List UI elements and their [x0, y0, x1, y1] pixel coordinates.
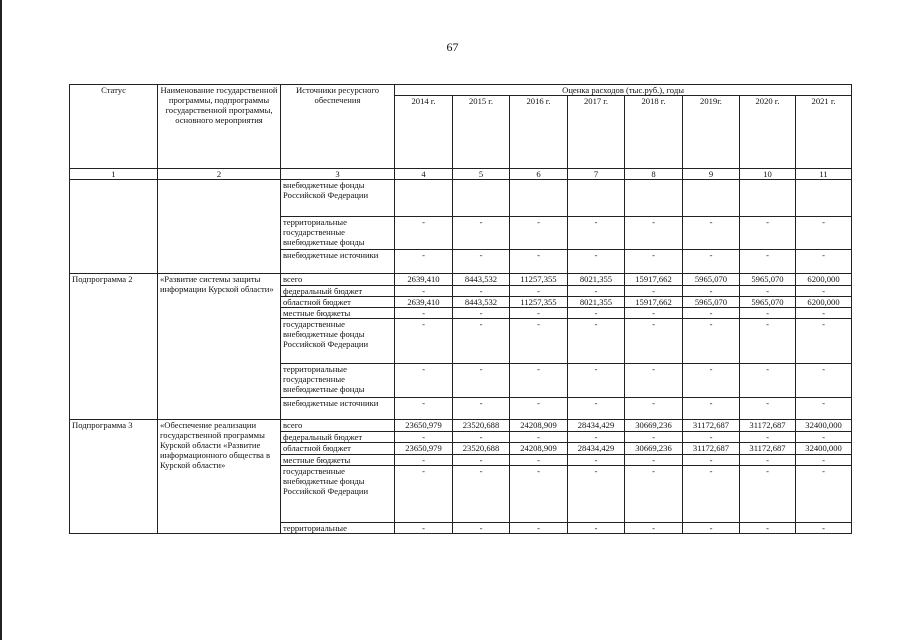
value-cell: -: [453, 523, 510, 534]
source-cell: местные бюджеты: [281, 308, 395, 319]
value-cell: -: [740, 466, 796, 523]
value-cell: -: [510, 286, 568, 297]
source-cell: местные бюджеты: [281, 455, 395, 466]
value-cell: -: [625, 455, 683, 466]
source-cell: государственные внебюджетные фонды Российской Федерации: [281, 319, 395, 364]
source-cell: территориальные государственные внебюджетные фонды: [281, 217, 395, 250]
value-cell: -: [395, 455, 453, 466]
value-cell: [683, 180, 740, 217]
value-cell: -: [453, 364, 510, 398]
value-cell: -: [510, 455, 568, 466]
value-cell: -: [568, 319, 625, 364]
col-num-5: 5: [453, 169, 510, 180]
value-cell: -: [453, 319, 510, 364]
name-cell: «Развитие системы защиты информации Курской области»: [158, 274, 281, 420]
value-cell: [568, 180, 625, 217]
value-cell: -: [510, 250, 568, 274]
value-cell: -: [625, 286, 683, 297]
value-cell: 8443,532: [453, 274, 510, 286]
value-cell: -: [625, 319, 683, 364]
value-cell: -: [740, 432, 796, 443]
value-cell: -: [683, 250, 740, 274]
value-cell: -: [740, 250, 796, 274]
value-cell: 15917,662: [625, 297, 683, 308]
value-cell: -: [683, 466, 740, 523]
value-cell: -: [683, 364, 740, 398]
value-cell: -: [453, 455, 510, 466]
value-cell: 30669,236: [625, 420, 683, 432]
source-cell: внебюджетные источники: [281, 398, 395, 420]
value-cell: -: [683, 308, 740, 319]
value-cell: -: [395, 398, 453, 420]
value-cell: -: [683, 432, 740, 443]
value-cell: -: [796, 455, 852, 466]
year-2017: 2017 г.: [568, 96, 625, 169]
page-number: 67: [446, 40, 459, 54]
value-cell: -: [625, 398, 683, 420]
value-cell: 31172,687: [683, 443, 740, 455]
value-cell: 15917,662: [625, 274, 683, 286]
value-cell: -: [453, 217, 510, 250]
status-cell: Подпрограмма 2: [70, 274, 158, 420]
value-cell: -: [625, 250, 683, 274]
value-cell: 8021,355: [568, 274, 625, 286]
value-cell: 5965,070: [683, 274, 740, 286]
year-2019: 2019г.: [683, 96, 740, 169]
value-cell: -: [568, 398, 625, 420]
value-cell: 28434,429: [568, 420, 625, 432]
value-cell: -: [453, 466, 510, 523]
value-cell: 5965,070: [683, 297, 740, 308]
col-num-10: 10: [740, 169, 796, 180]
value-cell: 28434,429: [568, 443, 625, 455]
source-cell: областной бюджет: [281, 297, 395, 308]
value-cell: -: [510, 364, 568, 398]
value-cell: -: [683, 286, 740, 297]
value-cell: 24208,909: [510, 443, 568, 455]
value-cell: 32400,000: [796, 420, 852, 432]
value-cell: 8443,532: [453, 297, 510, 308]
value-cell: [453, 180, 510, 217]
value-cell: -: [395, 217, 453, 250]
value-cell: -: [395, 523, 453, 534]
table-row: [70, 420, 852, 432]
value-cell: -: [453, 286, 510, 297]
value-cell: 24208,909: [510, 420, 568, 432]
value-cell: -: [568, 523, 625, 534]
value-cell: -: [395, 364, 453, 398]
value-cell: -: [683, 319, 740, 364]
page-edge-line: [0, 0, 2, 640]
value-cell: -: [740, 455, 796, 466]
value-cell: 30669,236: [625, 443, 683, 455]
col-num-7: 7: [568, 169, 625, 180]
value-cell: -: [510, 523, 568, 534]
source-cell: территориальные государственные внебюджетные фонды: [281, 364, 395, 398]
value-cell: -: [568, 455, 625, 466]
value-cell: -: [683, 523, 740, 534]
value-cell: 31172,687: [740, 420, 796, 432]
value-cell: -: [796, 286, 852, 297]
value-cell: 2639,410: [395, 274, 453, 286]
value-cell: -: [796, 523, 852, 534]
value-cell: [395, 180, 453, 217]
value-cell: 5965,070: [740, 297, 796, 308]
value-cell: -: [740, 364, 796, 398]
year-2021: 2021 г.: [796, 96, 852, 169]
year-2018: 2018 г.: [625, 96, 683, 169]
value-cell: [740, 180, 796, 217]
col-num-1: 1: [70, 169, 158, 180]
value-cell: 11257,355: [510, 274, 568, 286]
header-status: Статус: [70, 85, 158, 169]
value-cell: -: [740, 523, 796, 534]
value-cell: -: [453, 308, 510, 319]
value-cell: -: [453, 398, 510, 420]
value-cell: -: [568, 286, 625, 297]
header-sources: Источники ресурсного обеспечения: [281, 85, 395, 169]
value-cell: -: [395, 319, 453, 364]
col-num-4: 4: [395, 169, 453, 180]
value-cell: [510, 180, 568, 217]
column-number-row: [70, 169, 852, 180]
value-cell: -: [740, 398, 796, 420]
value-cell: 6200,000: [796, 297, 852, 308]
value-cell: -: [740, 308, 796, 319]
value-cell: 23650,979: [395, 443, 453, 455]
value-cell: -: [740, 217, 796, 250]
value-cell: -: [625, 308, 683, 319]
value-cell: -: [796, 250, 852, 274]
value-cell: -: [395, 308, 453, 319]
value-cell: -: [625, 364, 683, 398]
budget-table: [69, 84, 852, 534]
value-cell: -: [510, 308, 568, 319]
source-cell: всего: [281, 420, 395, 432]
col-num-11: 11: [796, 169, 852, 180]
source-cell: федеральный бюджет: [281, 286, 395, 297]
value-cell: [796, 180, 852, 217]
value-cell: -: [568, 432, 625, 443]
value-cell: -: [796, 319, 852, 364]
value-cell: -: [740, 319, 796, 364]
source-cell: всего: [281, 274, 395, 286]
value-cell: -: [683, 455, 740, 466]
header-row-1: [70, 85, 852, 96]
value-cell: -: [625, 432, 683, 443]
value-cell: 31172,687: [740, 443, 796, 455]
table-row: [70, 180, 852, 217]
value-cell: 5965,070: [740, 274, 796, 286]
value-cell: -: [568, 250, 625, 274]
value-cell: -: [568, 308, 625, 319]
value-cell: [625, 180, 683, 217]
value-cell: 6200,000: [796, 274, 852, 286]
col-num-3: 3: [281, 169, 395, 180]
col-num-9: 9: [683, 169, 740, 180]
source-cell: внебюджетные фонды Российской Федерации: [281, 180, 395, 217]
header-estimate: Оценка расходов (тыс.руб.), годы: [395, 85, 852, 96]
status-cell: Подпрограмма 3: [70, 420, 158, 534]
header-name: Наименование государственной программы, подпрограммы государственной программы, основного мероприятия: [158, 85, 281, 169]
value-cell: -: [796, 364, 852, 398]
value-cell: -: [510, 466, 568, 523]
value-cell: -: [796, 308, 852, 319]
source-cell: территориальные: [281, 523, 395, 534]
source-cell: областной бюджет: [281, 443, 395, 455]
value-cell: -: [395, 250, 453, 274]
value-cell: 32400,000: [796, 443, 852, 455]
year-2014: 2014 г.: [395, 96, 453, 169]
value-cell: 23520,688: [453, 420, 510, 432]
name-cell: [158, 180, 281, 274]
name-cell: «Обеспечение реализации государственной программы Курской области «Развитие информационного общества в Курской области»: [158, 420, 281, 534]
value-cell: -: [683, 217, 740, 250]
value-cell: 11257,355: [510, 297, 568, 308]
table-row: [70, 274, 852, 286]
value-cell: -: [510, 319, 568, 364]
value-cell: 23520,688: [453, 443, 510, 455]
value-cell: -: [625, 523, 683, 534]
value-cell: -: [625, 466, 683, 523]
year-2020: 2020 г.: [740, 96, 796, 169]
value-cell: -: [395, 432, 453, 443]
value-cell: 8021,355: [568, 297, 625, 308]
value-cell: 23650,979: [395, 420, 453, 432]
value-cell: -: [395, 466, 453, 523]
value-cell: -: [625, 217, 683, 250]
value-cell: -: [510, 217, 568, 250]
col-num-6: 6: [510, 169, 568, 180]
value-cell: -: [510, 398, 568, 420]
value-cell: -: [796, 466, 852, 523]
value-cell: -: [510, 432, 568, 443]
value-cell: -: [796, 398, 852, 420]
value-cell: 31172,687: [683, 420, 740, 432]
source-cell: государственные внебюджетные фонды Российской Федерации: [281, 466, 395, 523]
value-cell: -: [568, 364, 625, 398]
value-cell: -: [568, 217, 625, 250]
value-cell: -: [395, 286, 453, 297]
source-cell: внебюджетные источники: [281, 250, 395, 274]
value-cell: -: [740, 286, 796, 297]
source-cell: федеральный бюджет: [281, 432, 395, 443]
col-num-8: 8: [625, 169, 683, 180]
value-cell: -: [568, 466, 625, 523]
value-cell: -: [683, 398, 740, 420]
year-2016: 2016 г.: [510, 96, 568, 169]
status-cell: [70, 180, 158, 274]
value-cell: -: [453, 432, 510, 443]
value-cell: -: [796, 217, 852, 250]
col-num-2: 2: [158, 169, 281, 180]
value-cell: 2639,410: [395, 297, 453, 308]
value-cell: -: [796, 432, 852, 443]
year-2015: 2015 г.: [453, 96, 510, 169]
value-cell: -: [453, 250, 510, 274]
